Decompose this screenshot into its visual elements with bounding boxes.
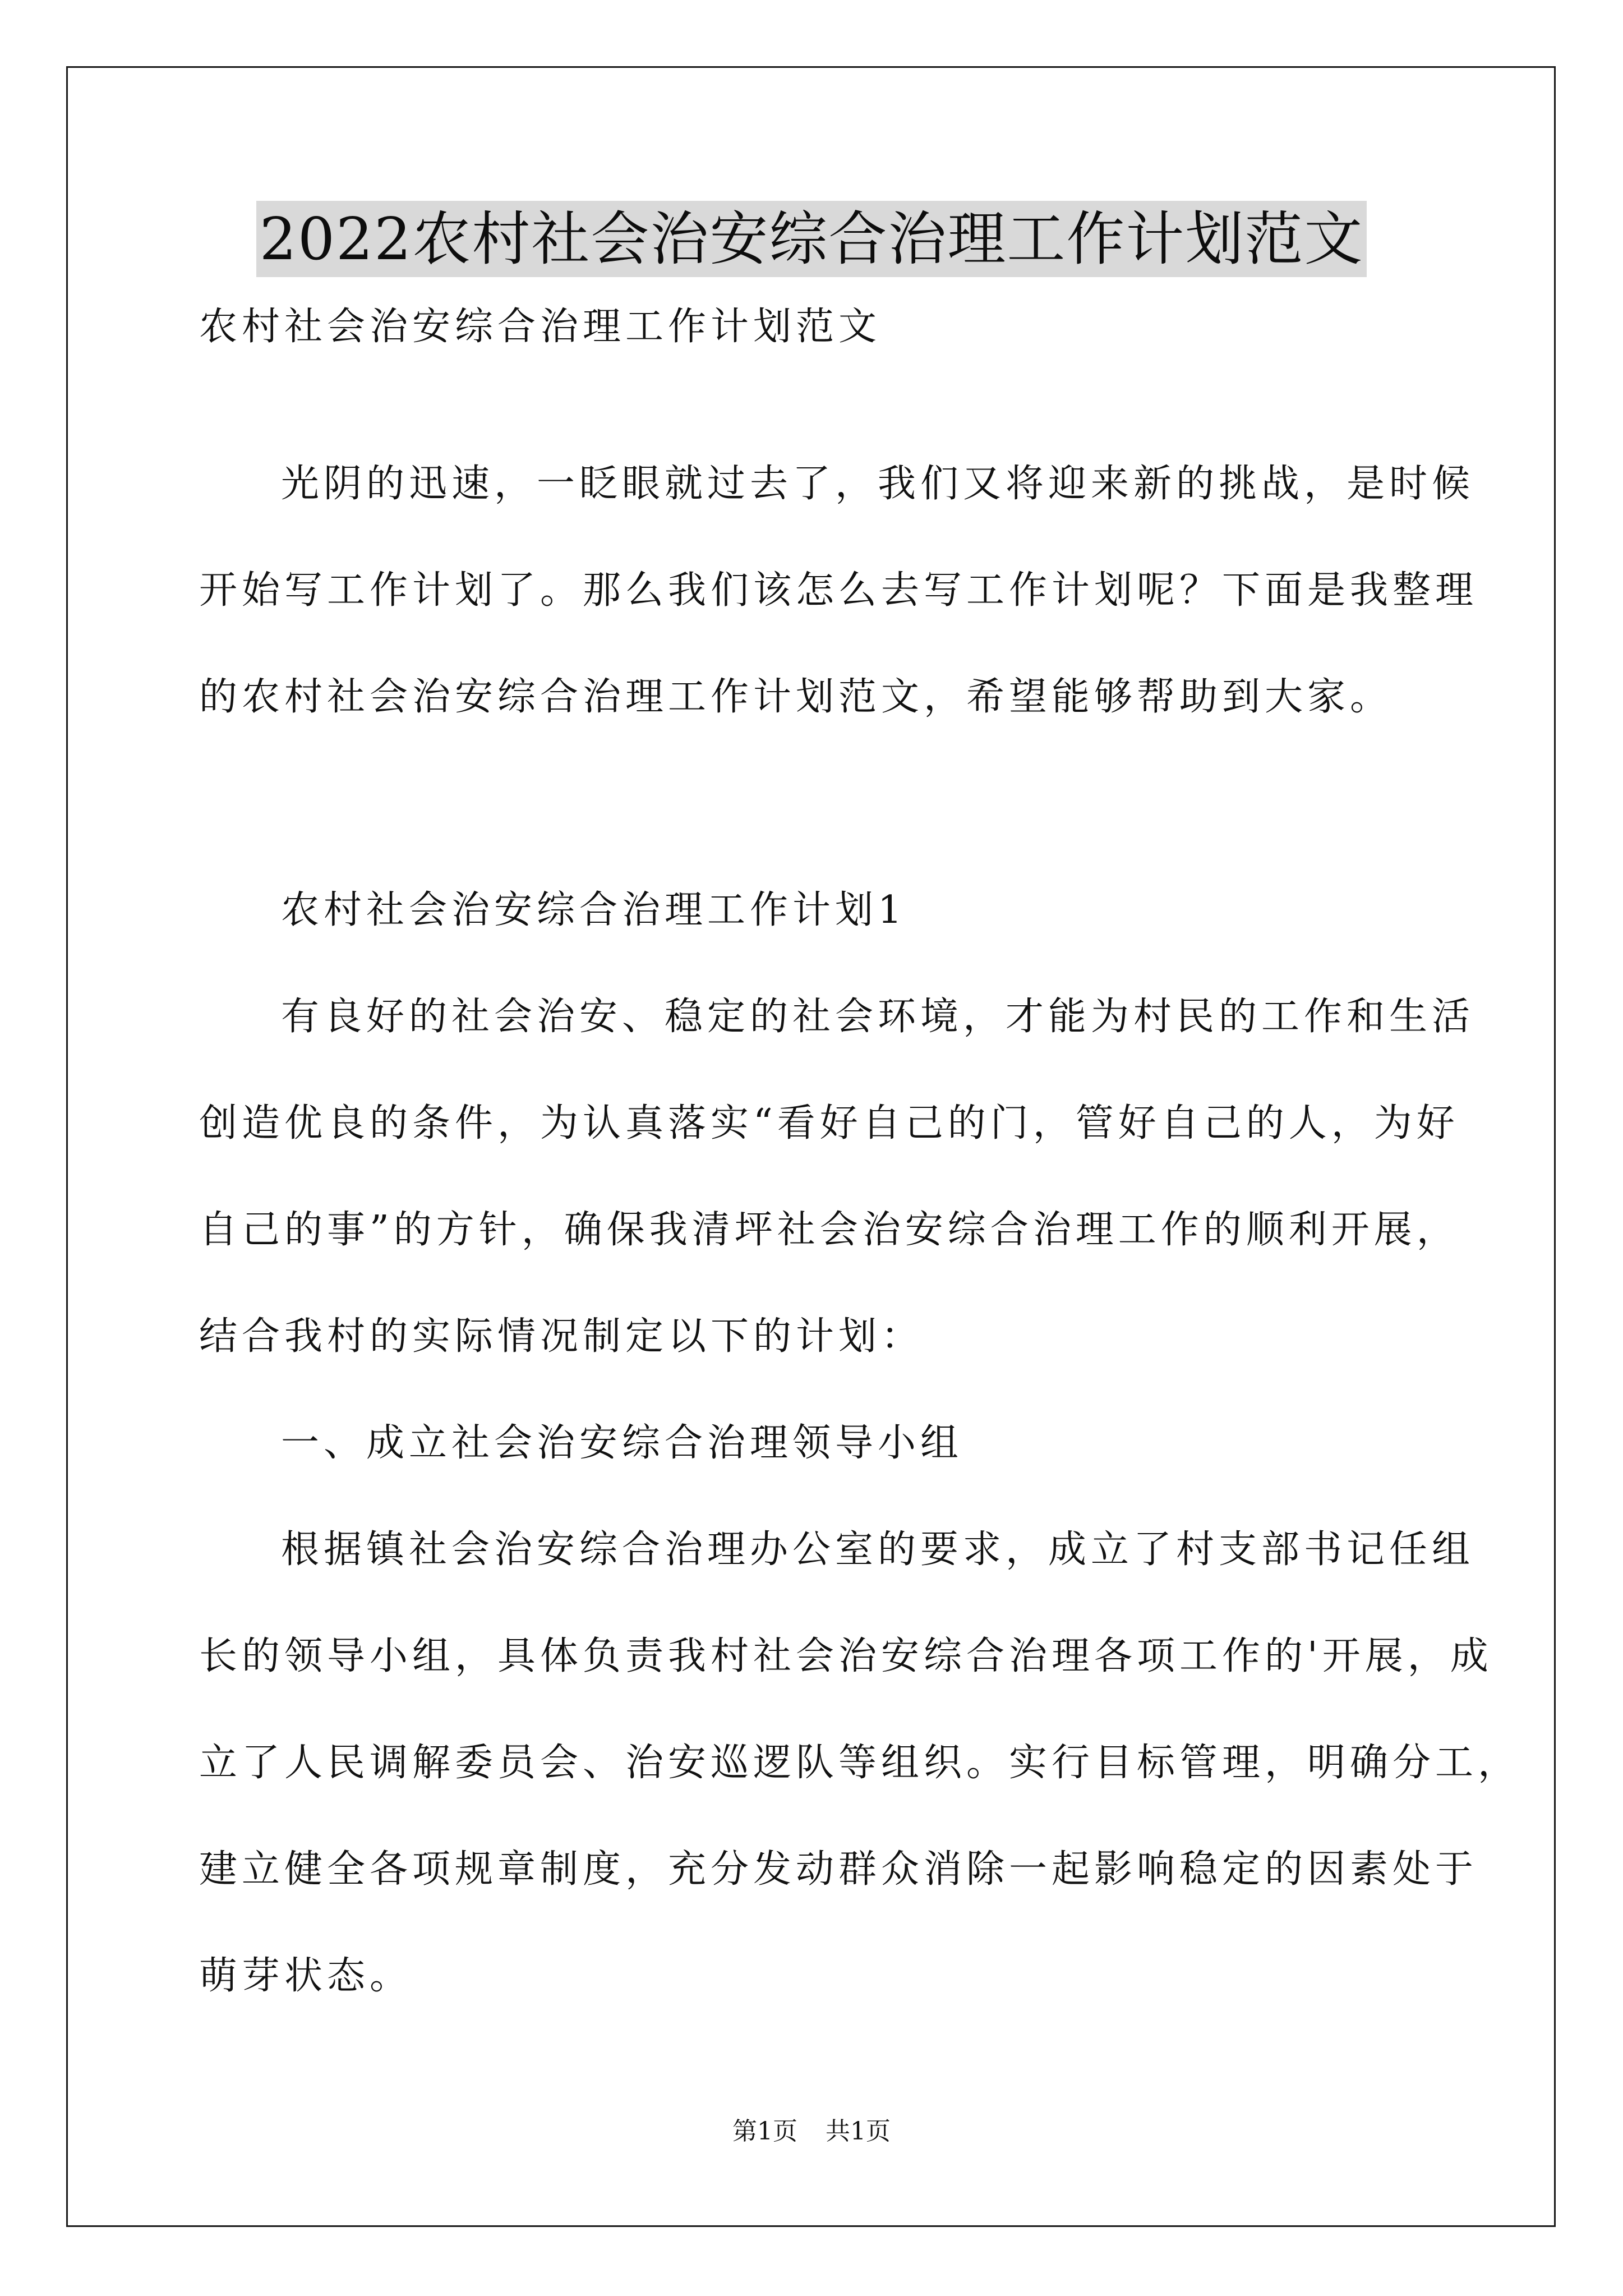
paragraph-line: 结合我村的实际情况制定以下的计划： — [199, 1314, 924, 1359]
paragraph-line: 自己的事”的方针，确保我清坪社会治安综合治理工作的顺利开展， — [199, 1208, 1459, 1252]
paragraph-line: 萌芽状态。 — [199, 1954, 413, 1998]
document-title: 2022农村社会治安综合治理工作计划范文 — [256, 201, 1367, 277]
page-total: 共1页 — [826, 2117, 891, 2146]
page-footer — [0, 2115, 1623, 2148]
section-heading: 一、成立社会治安综合治理领导小组 — [281, 1421, 963, 1465]
paragraph-line: 根据镇社会治安综合治理办公室的要求，成立了村支部书记任组 — [281, 1527, 1475, 1572]
document-title-block — [0, 201, 1623, 277]
paragraph-line: 的农村社会治安综合治理工作计划范文，希望能够帮助到大家。 — [199, 675, 1393, 719]
section-heading: 农村社会治安综合治理工作计划1 — [281, 888, 907, 932]
paragraph-line: 开始写工作计划了。那么我们该怎么去写工作计划呢？下面是我整理 — [199, 568, 1478, 613]
page-number: 第1页 — [732, 2117, 797, 2146]
paragraph-line: 有良好的社会治安、稳定的社会环境，才能为村民的工作和生活 — [281, 995, 1475, 1039]
paragraph-line: 建立健全各项规章制度，充分发动群众消除一起影响稳定的因素处于 — [199, 1847, 1478, 1892]
paragraph-line: 长的领导小组，具体负责我村社会治安综合治理各项工作的'开展，成 — [199, 1634, 1493, 1678]
subtitle-line: 农村社会治安综合治理工作计划范文 — [199, 305, 882, 349]
paragraph-line: 创造优良的条件，为认真落实“看好自己的门，管好自己的人，为好 — [199, 1101, 1459, 1145]
paragraph-line: 光阴的迅速，一眨眼就过去了，我们又将迎来新的挑战，是时候 — [281, 462, 1475, 506]
paragraph-line: 立了人民调解委员会、治安巡逻队等组织。实行目标管理，明确分工， — [199, 1741, 1521, 1785]
